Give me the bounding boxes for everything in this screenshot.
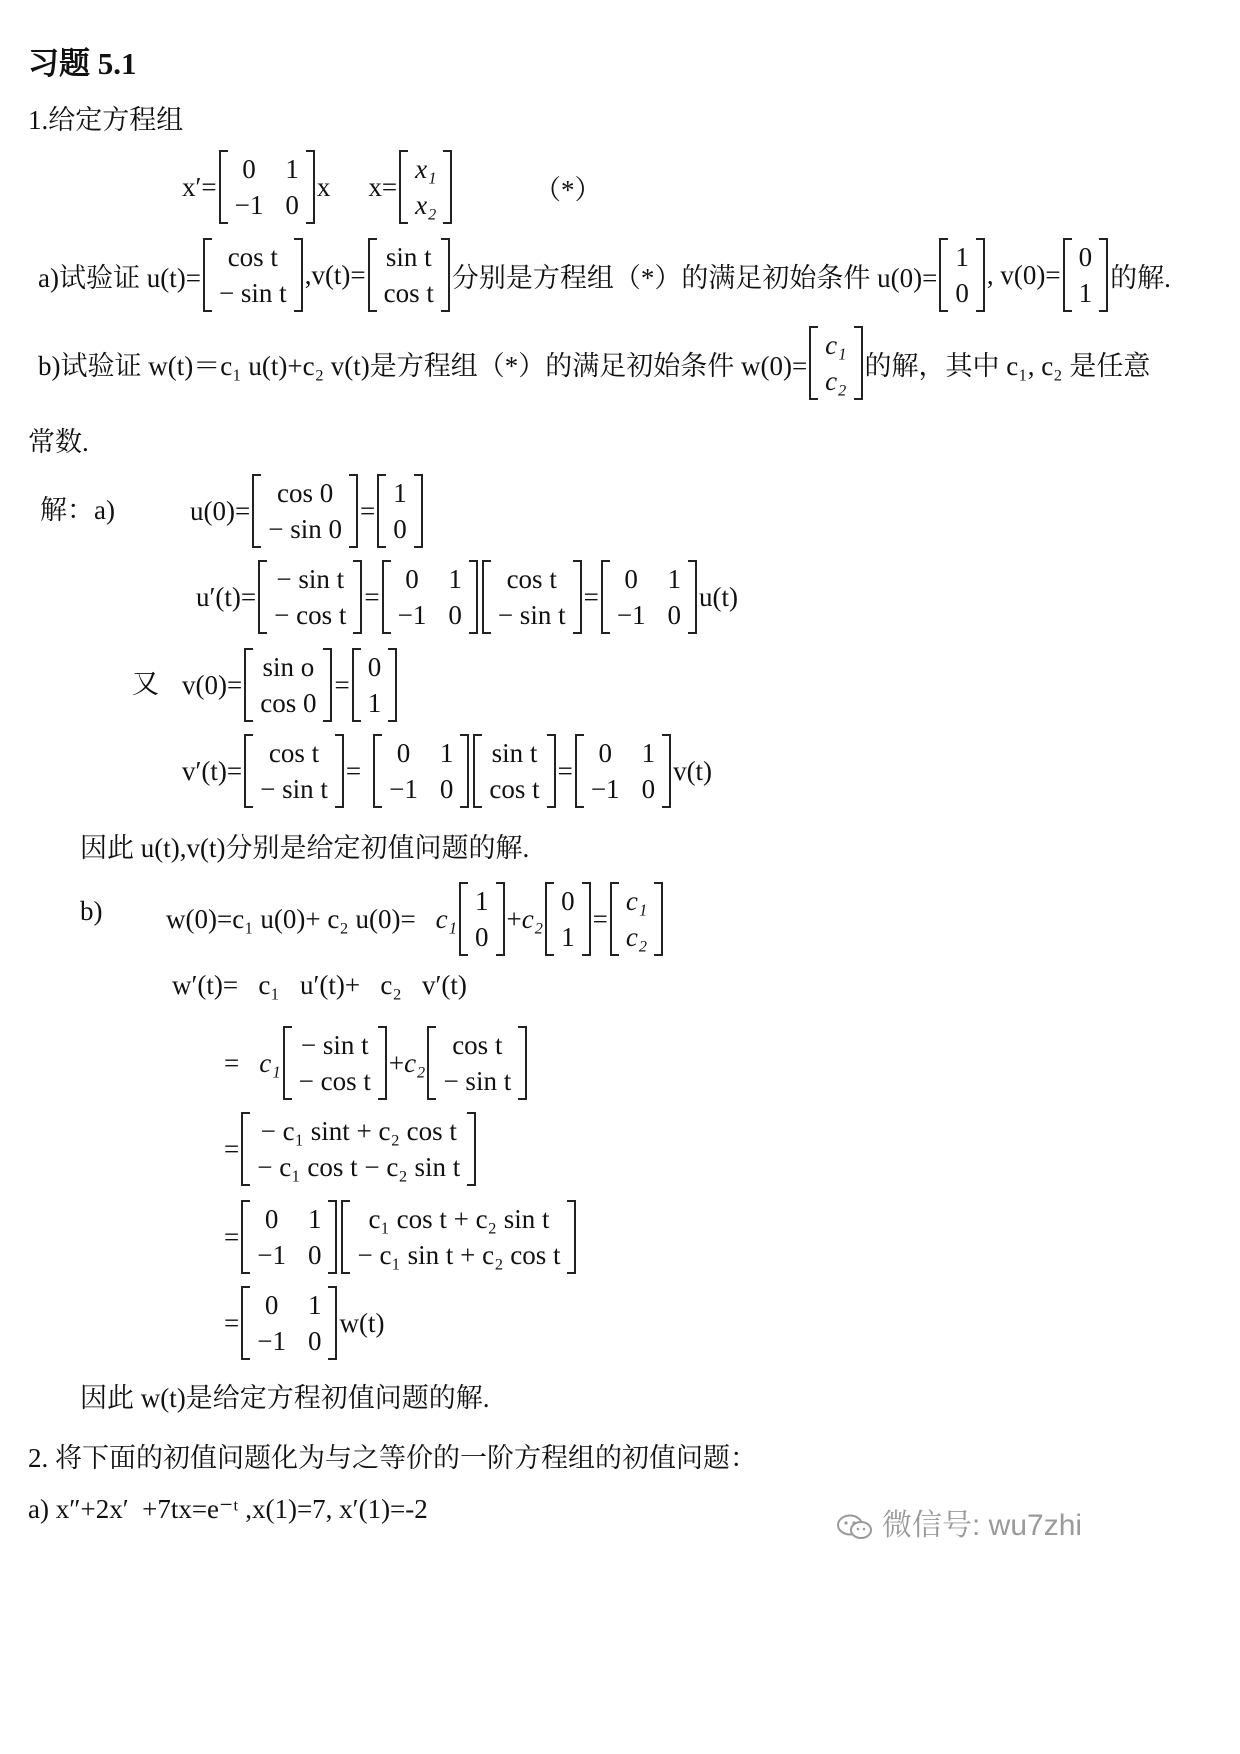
you-label: 又 xyxy=(132,669,159,699)
v0-calculation: v(0)= sin o cos 0 = 0 1 xyxy=(182,648,399,722)
conclusion-a: 因此 u(t),v(t)分别是给定初值问题的解. xyxy=(80,833,530,863)
dw-step-3: = 0 1 −1 0 c₁ cos t + c₂ sin t − c₁ sin t + c₂ cos t xyxy=(224,1200,578,1274)
wechat-icon xyxy=(836,1513,874,1541)
system-equation: x′= 0 1 −1 0 x x= x₁ x₂ xyxy=(182,150,454,224)
part-b-statement: b)试验证 w(t)＝c₁ u(t)+c₂ v(t)是方程组（*）的满足初始条件 w(0)= c₁ c₂ 的解，其中 c₁, c₂ 是任意 xyxy=(38,326,1150,400)
du-calculation: u′(t)= − sin t − cos t = 0 1 −1 0 cos t − sin t = 0 1 −1 0 u(t) xyxy=(196,560,738,634)
dw-line: w′(t)= c₁ u′(t)+ c₂ v′(t) xyxy=(172,970,467,1000)
equation-tag: （*） xyxy=(534,175,602,205)
question-2a: a) x″+2x′ +7tx=e⁻ᵗ ,x(1)=7, x′(1)=-2 xyxy=(28,1494,428,1524)
question-1-label: 1.给定方程组 xyxy=(28,105,184,135)
matrix-A: 0 1 −1 0 xyxy=(219,150,315,224)
u0-vector: 1 0 xyxy=(939,238,985,312)
part-a-statement: a)试验证 u(t)= cos t − sin t ,v(t)= sin t cos t 分别是方程组（*）的满足初始条件 u(0)= 1 0 , v(0)= 0 1 的解. xyxy=(38,238,1171,312)
v0-vector: 0 1 xyxy=(1063,238,1109,312)
v-vector: sin t cos t xyxy=(368,238,450,312)
part-b-label: b) xyxy=(80,896,103,926)
w0-calculation: w(0)=c₁ u(0)+ c₂ u(0)= c₁ 1 0 + c₂ 0 1 = c₁ c₂ xyxy=(166,882,665,956)
u-vector: cos t − sin t xyxy=(203,238,303,312)
x-vector: x₁ x₂ xyxy=(399,150,452,224)
wechat-watermark: 微信号: wu7zhi xyxy=(836,1500,1082,1544)
part-b-continuation: 常数. xyxy=(28,427,89,457)
question-2-label: 2. 将下面的初值问题化为与之等价的一阶方程组的初值问题： xyxy=(28,1443,757,1473)
dw-step-2: = − c₁ sint + c₂ cos t − c₁ cos t − c₂ sin t xyxy=(224,1112,478,1186)
w0-vector: c₁ c₂ xyxy=(809,326,862,400)
dw-step-4: = 0 1 −1 0 w(t) xyxy=(224,1286,384,1360)
page-title: 习题 5.1 xyxy=(28,46,137,81)
solution-label: 解：a) xyxy=(40,495,115,525)
conclusion-b: 因此 w(t)是给定方程初值问题的解. xyxy=(80,1383,490,1413)
dw-step-1: = c₁ − sin t − cos t + c₂ cos t − sin t xyxy=(224,1026,529,1100)
u0-calculation: u(0)= cos 0 − sin 0 = 1 0 xyxy=(190,474,425,548)
dv-calculation: v′(t)= cos t − sin t = 0 1 −1 0 sin t cos t = 0 1 −1 0 v(t) xyxy=(182,734,712,808)
